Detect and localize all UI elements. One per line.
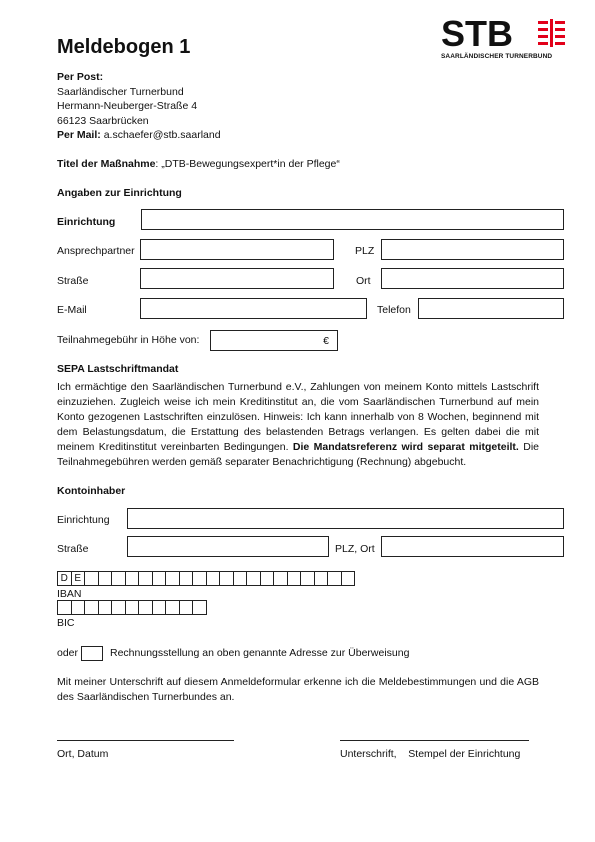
stb-logo [441,14,513,54]
iban-cell[interactable] [287,571,302,586]
iban-cell[interactable] [314,571,329,586]
ort-field[interactable] [381,268,564,289]
unterschrift-text: Unterschrift, [340,748,397,760]
stempel-text: Stempel der Einrichtung [408,748,521,760]
telefon-label: Telefon [377,304,411,316]
holder-plz-ort-field[interactable] [381,536,564,557]
plz-label: PLZ [355,245,375,257]
holder-einrichtung-field[interactable] [127,508,564,529]
sepa-text-end: Die Teilnahmegebühren werden gemäß separater Benachrichtigung (Rechnung) abgebucht. [57,441,540,468]
strasse-label: Straße [57,275,89,287]
ort-label: Ort [356,275,371,287]
iban-cell[interactable] [98,571,113,586]
holder-strasse-label: Straße [57,543,89,555]
iban-grid [57,571,354,586]
bic-label: BIC [57,617,75,629]
holder-strasse-field[interactable] [127,536,329,557]
bic-cell[interactable] [125,600,140,615]
oder-label: oder [57,647,79,659]
iban-cell[interactable]: E [71,571,86,586]
stamp-signature-line[interactable] [340,740,529,741]
iban-cell[interactable]: D [57,571,72,586]
sepa-text-main: Ich ermächtige den Saarländischen Turnerbund e.V., Zahlungen von meinem Konto mittels Lastschrift einzuziehen. Zugleich weise ich mein Kreditinstitut an, die vom Saarländischen Turnerbund auf mein Konto gezogenen Lastschriften einzulösen. Hinweis: Ich kann innerhalb von 8 Wochen, beginnend mit dem Belastungsdatum, die Erstattung des belastenden Betrags verlangen. Es gelten dabei die mit meinem Kreditinstitut vereinbarten Bedingungen. [57,381,539,453]
address-line-1: Saarländischer Turnerbund [57,86,184,98]
email-label: E-Mail [57,304,87,316]
iban-cell[interactable] [273,571,288,586]
consent-text: Mit meiner Unterschrift auf diesem Anmeldeformular erkenne ich die Meldebestimmungen und die AGB des Saarländischen Turnerbundes an. [57,676,539,703]
iban-cell[interactable] [125,571,140,586]
iban-cell[interactable] [233,571,248,586]
invoice-text: Rechnungsstellung an oben genannte Adresse zur Überweisung [110,647,410,659]
iban-cell[interactable] [341,571,356,586]
bic-cell[interactable] [57,600,72,615]
bic-cell[interactable] [192,600,207,615]
sepa-heading: SEPA Lastschriftmandat [57,363,179,375]
telefon-field[interactable] [418,298,564,319]
sepa-text-bold: Die Mandatsreferenz wird separat mitgeteilt. [292,441,519,453]
iban-cell[interactable] [219,571,234,586]
iban-cell[interactable] [179,571,194,586]
bic-cell[interactable] [71,600,86,615]
iban-cell[interactable] [84,571,99,586]
euro-symbol: € [323,335,329,347]
invoice-checkbox[interactable] [81,646,103,661]
ort-datum-label: Ort, Datum [57,748,109,760]
iban-cell[interactable] [165,571,180,586]
iban-cell[interactable] [152,571,167,586]
bic-cell[interactable] [111,600,126,615]
logo-subtitle: SAARLÄNDISCHER TURNERBUND [441,53,553,60]
iban-cell[interactable] [206,571,221,586]
logo-text: STB [441,13,513,54]
plz-field[interactable] [381,239,564,260]
bic-cell[interactable] [179,600,194,615]
iban-cell[interactable] [246,571,261,586]
measure-line [57,157,340,172]
address-line-2: Hermann-Neuberger-Straße 4 [57,100,198,112]
iban-cell[interactable] [192,571,207,586]
fee-label: Teilnahmegebühr in Höhe von: [57,334,200,346]
einrichtung-field[interactable] [141,209,564,230]
iban-label: IBAN [57,588,82,600]
bic-cell[interactable] [152,600,167,615]
bic-cell[interactable] [98,600,113,615]
bic-grid [57,600,206,615]
institution-heading: Angaben zur Einrichtung [57,187,182,199]
iban-cell[interactable] [327,571,342,586]
iban-cell[interactable] [300,571,315,586]
sepa-text [57,380,539,470]
unterschrift-label [340,747,520,762]
bic-cell[interactable] [138,600,153,615]
iban-cell[interactable] [138,571,153,586]
bic-cell[interactable] [84,600,99,615]
holder-plz-ort-label: PLZ, Ort [335,543,375,555]
iban-cell[interactable] [111,571,126,586]
holder-einrichtung-label: Einrichtung [57,514,110,526]
mail-line [57,128,221,143]
iban-cell[interactable] [260,571,275,586]
page-title: Meldebogen 1 [57,36,191,58]
mail-label: Per Mail: [57,129,101,141]
stb-emblem-icon [538,19,568,49]
ansprechpartner-field[interactable] [140,239,334,260]
measure-value: : „DTB-Bewegungsexpert*in der Pflege“ [155,158,340,170]
post-label: Per Post: [57,71,104,83]
strasse-field[interactable] [140,268,334,289]
bic-cell[interactable] [165,600,180,615]
einrichtung-label: Einrichtung [57,216,116,228]
date-signature-line[interactable] [57,740,234,741]
holder-heading: Kontoinhaber [57,485,126,497]
ansprechpartner-label: Ansprechpartner [57,245,135,257]
mail-value[interactable]: a.schaefer@stb.saarland [103,129,221,141]
measure-label: Titel der Maßnahme [57,158,156,170]
email-field[interactable] [140,298,367,319]
fee-field[interactable] [210,330,338,351]
address-line-3: 66123 Saarbrücken [57,115,149,127]
